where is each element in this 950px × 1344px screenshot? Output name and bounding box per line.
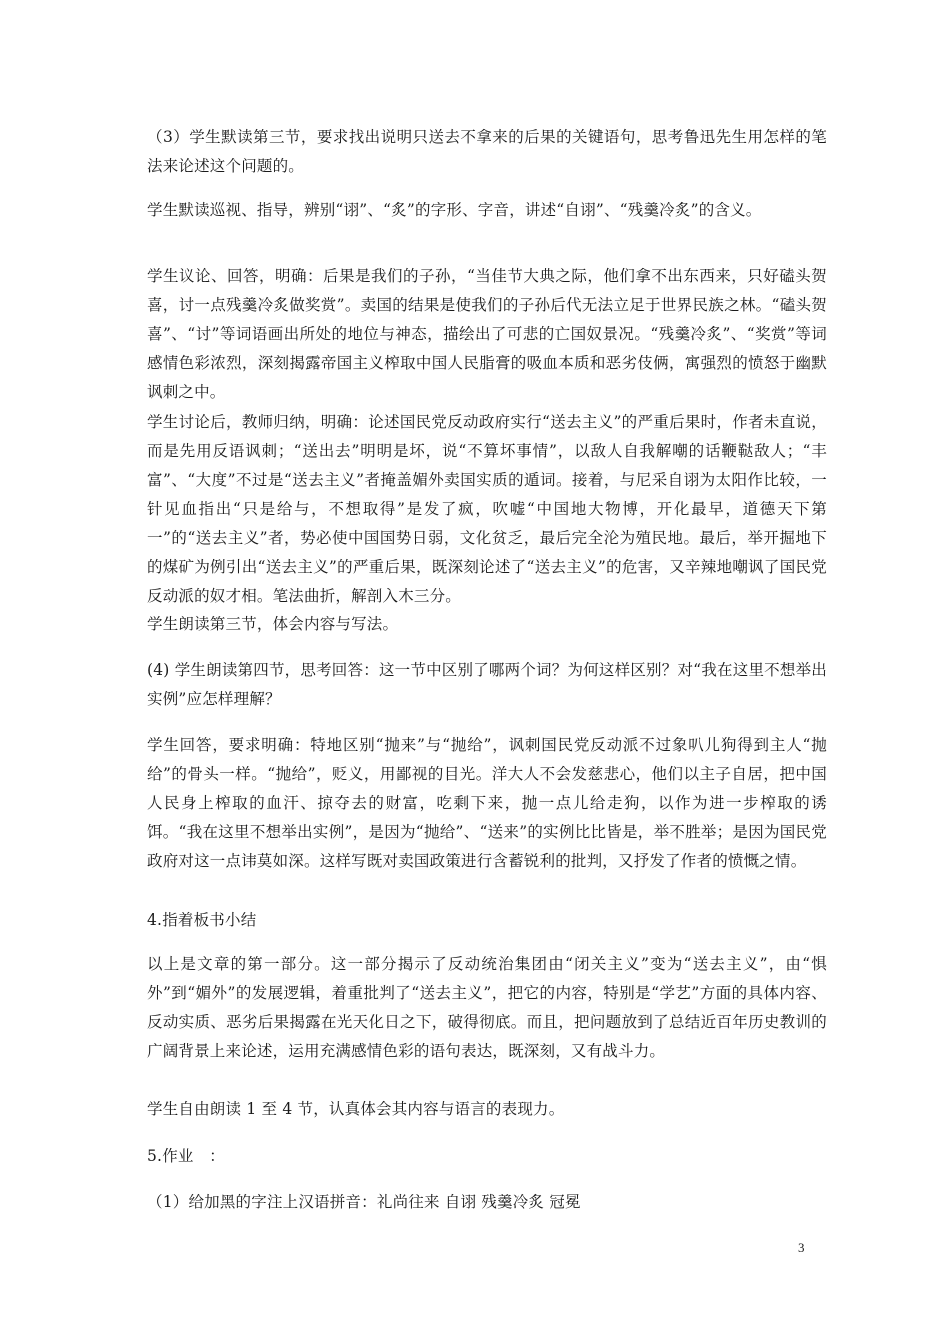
paragraph-2: 学生默读巡视、指导，辨别“诩”、“炙”的字形、字音，讲述“自诩”、“残羹冷炙”的含义。 — [147, 201, 762, 219]
paragraph-6: (4) 学生朗读第四节，思考回答：这一节中区别了哪两个词？为何这样区别？对“我在这里不想举出实例”应怎样理解？ — [147, 661, 827, 708]
paragraph-3: 学生议论、回答，明确：后果是我们的子孙，“当佳节大典之际，他们拿不出东西来，只好磕头贺喜，讨一点残羹冷炙做奖赏”。卖国的结果是使我们的子孙后代无法立足于世界民族之林。“磕头贺喜”、“讨”等词语画出所处的地位与神态，描绘出了可悲的亡国奴景况。“残羹冷炙”、“奖赏”等词感情色彩浓烈，深刻揭露帝国主义榨取中国人民脂膏的吸血本质和恶劣伎俩，寓强烈的愤怒于幽默讽刺之中。 — [147, 267, 827, 401]
paragraph-7: 学生回答，要求明确：特地区别“抛来”与“抛给”，讽刺国民党反动派不过象叭儿狗得到主人“抛给”的骨头一样。“抛给”，贬义，用鄙视的目光。洋大人不会发慈悲心，他们以主子自居，把中国人民身上榨取的血汗、掠夺去的财富，吃剩下来，抛一点儿给走狗，以作为进一步榨取的诱饵。“我在这里不想举出实例”，是因为“抛给”、“送来”的实例比比皆是，举不胜举；是因为国民党政府对这一点讳莫如深。这样写既对卖国政策进行含蓄锐利的批判，又抒发了作者的愤慨之情。 — [147, 736, 827, 870]
paragraph-9: 学生自由朗读 1 至 4 节，认真体会其内容与语言的表现力。 — [147, 1100, 565, 1118]
paragraph-4: 学生讨论后，教师归纳，明确：论述国民党反动政府实行“送去主义”的严重后果时，作者未直说，而是先用反语讽刺；“送出去”明明是坏，说“不算坏事情”，以敌人自我解嘲的话鞭鞑敌人；“丰富”、“大度”不过是“送去主义”者掩盖媚外卖国实质的遁词。接着，与尼采自诩为太阳作比较，一针见血指出“只是给与，不想取得”是发了疯，吹嘘“中国地大物博，开化最早，道德天下第一”的“送去主义”者，势必使中国国势日弱，文化贫乏，最后完全沦为殖民地。最后，举开掘地下的煤矿为例引出“送去主义”的严重后果，既深刻论述了“送去主义”的危害，又辛辣地嘲讽了国民党反动派的奴才相。笔法曲折，解剖入木三分。 — [147, 413, 827, 605]
paragraph-5: 学生朗读第三节，体会内容与写法。 — [147, 615, 399, 633]
paragraph-8: 以上是文章的第一部分。这一部分揭示了反动统治集团由“闭关主义”变为“送去主义”，由“惧外”到“媚外”的发展逻辑，着重批判了“送去主义”，把它的内容，特别是“学艺”方面的具体内容、反动实质、恶劣后果揭露在光天化日之下，破得彻底。而且，把问题放到了总结近百年历史教训的广阔背景上来论述，运用充满感情色彩的语句表达，既深刻，又有战斗力。 — [147, 955, 827, 1060]
section-heading-homework: 5.作业 ： — [147, 1147, 225, 1165]
section-heading-summary: 4.指着板书小结 — [147, 911, 257, 929]
page-number: 3 — [798, 1240, 805, 1255]
paragraph-1: （3）学生默读第三节，要求找出说明只送去不拿来的后果的关键语句，思考鲁迅先生用怎样的笔法来论述这个问题的。 — [147, 128, 827, 175]
homework-item-1: （1）给加黑的字注上汉语拼音：礼尚往来 自诩 残羹冷炙 冠冕 — [147, 1193, 581, 1211]
